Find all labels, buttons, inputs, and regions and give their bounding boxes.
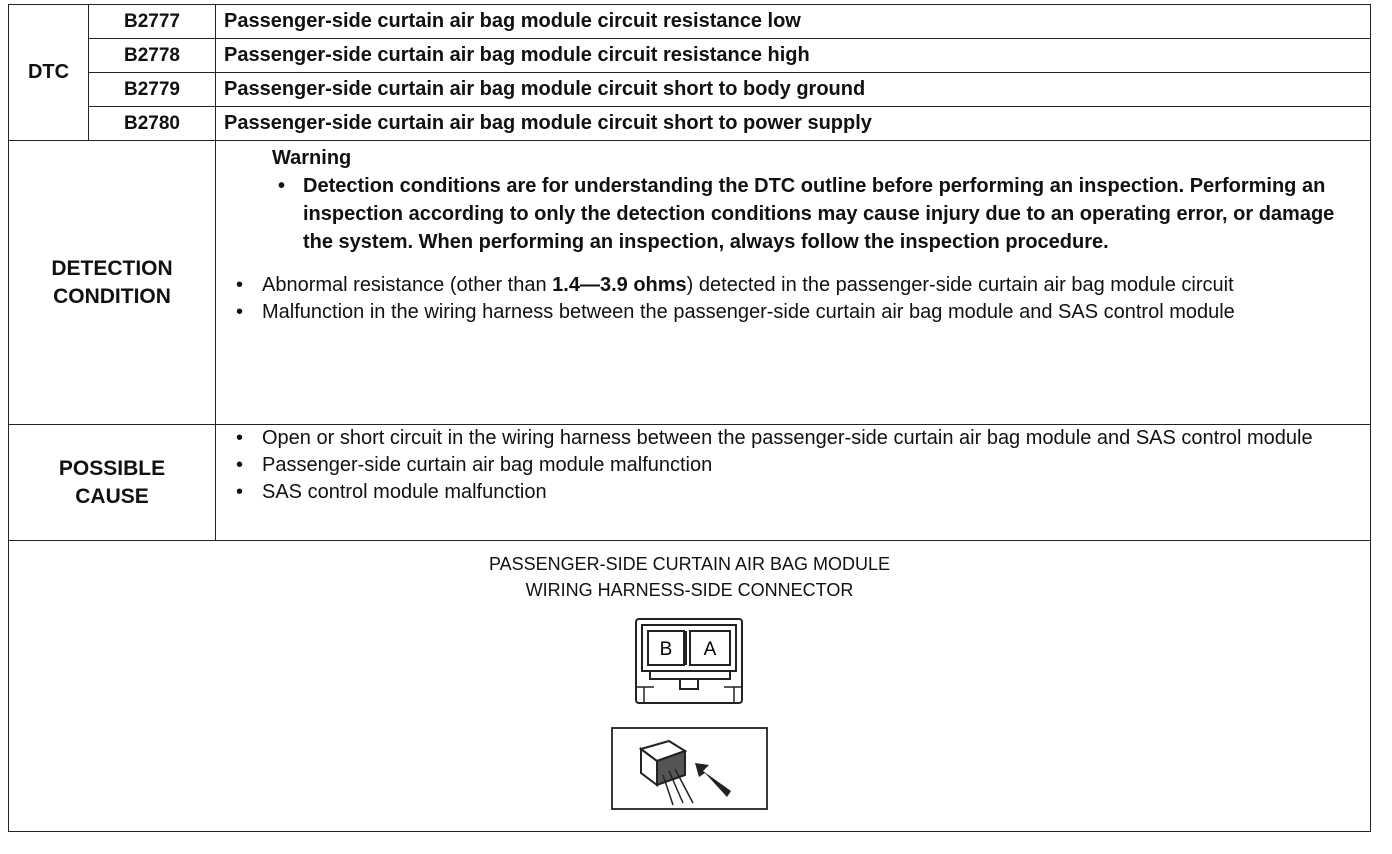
cause-text: Open or short circuit in the wiring harness between the passenger-side curtain air bag module and SAS control module — [262, 427, 1313, 449]
dtc-row — [9, 107, 1371, 141]
bullet-icon: • — [236, 481, 244, 503]
bullet-icon: • — [236, 274, 244, 296]
cause-label-line1: POSSIBLE — [58, 456, 166, 480]
cause-item — [228, 425, 1358, 452]
cause-item — [228, 479, 1358, 506]
dtc-description: Passenger-side curtain air bag module circuit short to body ground — [216, 73, 1371, 107]
dtc-row — [9, 39, 1371, 73]
detection-condition-row — [9, 141, 1371, 425]
dtc-row — [9, 73, 1371, 107]
cause-list — [228, 425, 1358, 506]
cause-text: SAS control module malfunction — [262, 481, 547, 503]
dtc-description: Passenger-side curtain air bag module circuit resistance high — [216, 39, 1371, 73]
connector-face-diagram — [634, 617, 746, 707]
figure-row — [9, 541, 1371, 832]
figure-title — [9, 551, 1370, 603]
connector-housing-icon — [641, 741, 693, 805]
possible-cause-row — [9, 425, 1371, 541]
dtc-description: Passenger-side curtain air bag module circuit short to power supply — [216, 107, 1371, 141]
connector-figure — [9, 541, 1371, 832]
dtc-info-sheet — [8, 4, 1370, 842]
dtc-code: B2778 — [89, 39, 216, 73]
terminal-a-label: A — [703, 639, 716, 660]
figure-title-line1: PASSENGER-SIDE CURTAIN AIR BAG MODULE — [488, 554, 891, 574]
warning-item — [278, 172, 1358, 256]
detection-label-line2: CONDITION — [53, 284, 171, 308]
detection-condition-label — [9, 141, 216, 425]
dtc-code: B2779 — [89, 73, 216, 107]
possible-cause-label — [9, 425, 216, 541]
cause-label-line2: CAUSE — [75, 484, 149, 508]
dtc-description: Passenger-side curtain air bag module circuit resistance low — [216, 5, 1371, 39]
bullet-icon: • — [236, 427, 244, 449]
detection-condition-body — [216, 141, 1371, 425]
detection-item2: Malfunction in the wiring harness between the passenger-side curtain air bag module and SAS control module — [262, 301, 1235, 323]
warning-list — [278, 172, 1358, 256]
arrow-icon — [695, 763, 731, 797]
possible-cause-body — [216, 425, 1371, 541]
bullet-icon: • — [236, 301, 244, 323]
terminal-b-label: B — [659, 639, 672, 660]
detection-label-line1: DETECTION — [51, 256, 173, 280]
detection-list — [228, 272, 1358, 326]
warning-text: Detection conditions are for understanding the DTC outline before performing an inspection. Performing an inspection according to only the detection conditions may cause injury due to an operating error, or damage the system. When performing an inspection, always follow the inspection procedure. — [303, 175, 1335, 253]
resistance-range: 1.4—3.9 ohms — [552, 274, 687, 296]
dtc-table — [8, 4, 1371, 832]
detection-item — [228, 299, 1358, 326]
dtc-label: DTC — [9, 5, 89, 141]
cause-text: Passenger-side curtain air bag module malfunction — [262, 454, 713, 476]
bullet-icon: • — [236, 454, 244, 476]
warning-title: Warning — [272, 147, 352, 169]
bullet-icon: • — [278, 175, 286, 197]
detection-item1-post: ) detected in the passenger-side curtain air bag module circuit — [686, 274, 1234, 296]
dtc-row — [9, 5, 1371, 39]
dtc-code: B2777 — [89, 5, 216, 39]
connector-location-diagram — [611, 727, 769, 811]
dtc-code: B2780 — [89, 107, 216, 141]
detection-item — [228, 272, 1358, 299]
cause-item — [228, 452, 1358, 479]
detection-item1-pre: Abnormal resistance (other than — [262, 274, 553, 296]
figure-title-line2: WIRING HARNESS-SIDE CONNECTOR — [525, 580, 854, 600]
